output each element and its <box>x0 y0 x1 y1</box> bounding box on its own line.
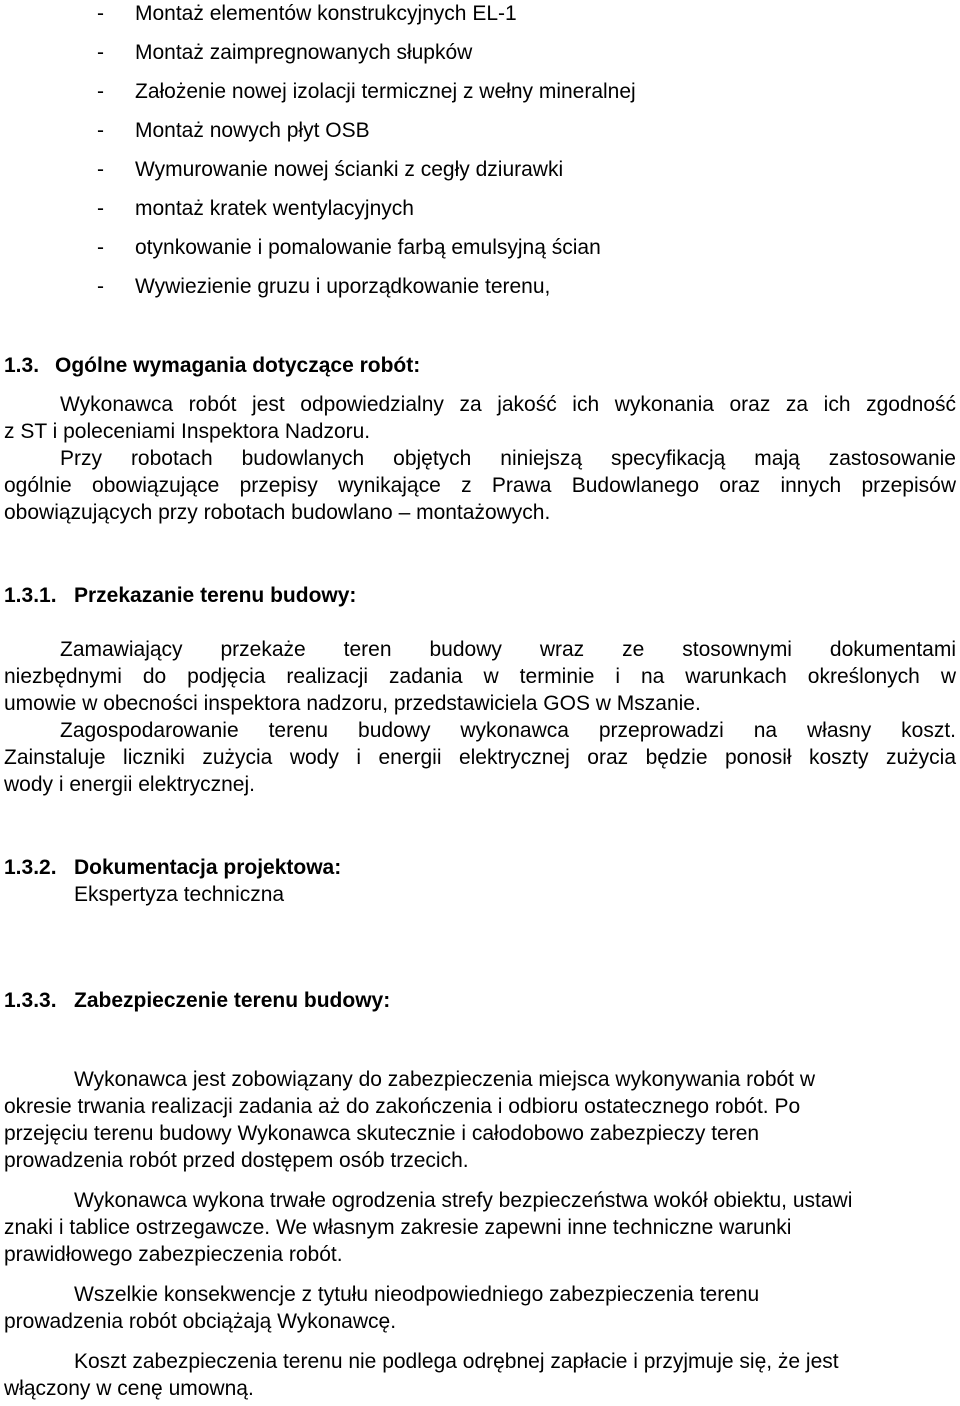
paragraph-line: Wszelkie konsekwencje z tytułu nieodpowiedniego zabezpieczenia terenu <box>74 1283 760 1306</box>
paragraph-line: ogólnie obowiązujące przepisy wynikające z Prawa Budowlanego oraz innych przepisów <box>4 474 956 497</box>
list-item: - Montaż nowych płyt OSB <box>97 119 370 142</box>
paragraph-line: Zainstaluje liczniki zużycia wody i energii elektrycznej oraz będzie ponosił koszty zużycia <box>4 746 956 769</box>
paragraph-line: Zamawiający przekaże teren budowy wraz ze stosownymi dokumentami <box>60 638 956 661</box>
paragraph-line: wody i energii elektrycznej. <box>4 773 255 796</box>
paragraph-line: obowiązujących przy robotach budowlano – montażowych. <box>4 501 551 524</box>
section-heading-1-3-2: 1.3.2. Dokumentacja projektowa: <box>4 856 342 879</box>
paragraph-line: Ekspertyza techniczna <box>74 883 285 906</box>
paragraph-line: umowie w obecności inspektora nadzoru, przedstawiciela GOS w Mszanie. <box>4 692 701 715</box>
paragraph-line: z ST i poleceniami Inspektora Nadzoru. <box>4 420 371 443</box>
paragraph-line: Koszt zabezpieczenia terenu nie podlega odrębnej zapłacie i przyjmuje się, że jest <box>74 1350 839 1373</box>
list-item: - Wywiezienie gruzu i uporządkowanie terenu, <box>97 275 551 298</box>
paragraph-line: okresie trwania realizacji zadania aż do zakończenia i odbioru ostatecznego robót. Po <box>4 1095 801 1118</box>
paragraph-line: przejęciu terenu budowy Wykonawca skutecznie i całodobowo zabezpieczy teren <box>4 1122 760 1145</box>
list-item: - montaż kratek wentylacyjnych <box>97 197 414 220</box>
section-heading-1-3: 1.3. Ogólne wymagania dotyczące robót: <box>4 354 421 377</box>
paragraph-line: znaki i tablice ostrzegawcze. We własnym zakresie zapewni inne techniczne warunki <box>4 1216 792 1239</box>
paragraph-line: prowadzenia robót przed dostępem osób trzecich. <box>4 1149 469 1172</box>
paragraph-line: prowadzenia robót obciążają Wykonawcę. <box>4 1310 397 1333</box>
paragraph-line: prawidłowego zabezpieczenia robót. <box>4 1243 343 1266</box>
paragraph-line: niezbędnymi do podjęcia realizacji zadania w terminie i na warunkach określonych w <box>4 665 956 688</box>
section-heading-1-3-3: 1.3.3. Zabezpieczenie terenu budowy: <box>4 989 391 1012</box>
paragraph-line: włączony w cenę umowną. <box>4 1377 254 1400</box>
list-item: - otynkowanie i pomalowanie farbą emulsyjną ścian <box>97 236 601 259</box>
list-item: - Montaż elementów konstrukcyjnych EL-1 <box>97 2 517 25</box>
list-item: - Założenie nowej izolacji termicznej z wełny mineralnej <box>97 80 636 103</box>
paragraph-line: Wykonawca jest zobowiązany do zabezpieczenia miejsca wykonywania robót w <box>74 1068 816 1091</box>
section-heading-1-3-1: 1.3.1. Przekazanie terenu budowy: <box>4 584 357 607</box>
paragraph-line: Wykonawca wykona trwałe ogrodzenia strefy bezpieczeństwa wokół obiektu, ustawi <box>74 1189 853 1212</box>
paragraph-line: Przy robotach budowlanych objętych niniejszą specyfikacją mają zastosowanie <box>60 447 956 470</box>
paragraph-line: Zagospodarowanie terenu budowy wykonawca przeprowadzi na własny koszt. <box>60 719 956 742</box>
list-item: - Wymurowanie nowej ścianki z cegły dziurawki <box>97 158 564 181</box>
paragraph-line: Wykonawca robót jest odpowiedzialny za jakość ich wykonania oraz za ich zgodność <box>60 393 956 416</box>
list-item: - Montaż zaimpregnowanych słupków <box>97 41 473 64</box>
